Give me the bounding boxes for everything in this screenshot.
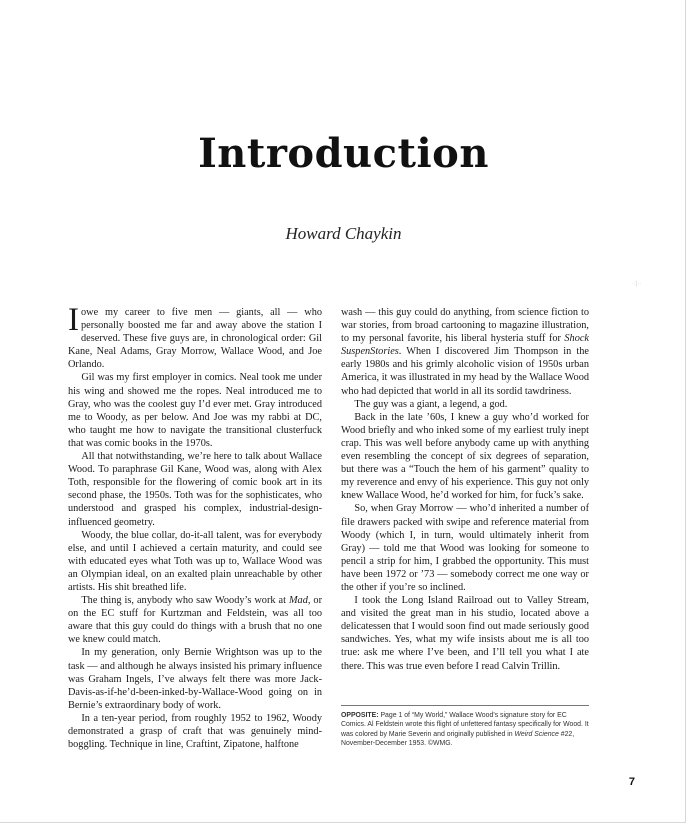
image-caption: OPPOSITE: Page 1 of “My World,” Wallace Wood’s signature story for EC Comics. Al Feldstein wrote this flight of unfettered fantasy specifically for Wood. It was colored by Marie Severin and originally published in Weird Science #22, November-December 1953. ©WMG.: [341, 712, 589, 747]
paragraph-4: Woody, the blue collar, do-it-all talent, was for everybody else, and until I achieved a certain maturity, and could see with educated eyes what Toth was up to, Wallace Wood was an Olympian ideal, on an exalted plain unreachable by other artists. His shit breathed life.: [68, 529, 322, 593]
paragraph-3: All that notwithstanding, we’re here to talk about Wallace Wood. To paraphrase Gil Kane, Wood was, along with Alex Toth, responsible for the flowering of comic book art in its second phase, the 1950s. Toth was for the sophisticates, who understood and grasped his complex, industrial-design-influenced geometry.: [68, 451, 322, 528]
paragraph-9: The guy was a giant, a legend, a god.: [354, 398, 508, 410]
drop-cap: I: [68, 302, 79, 338]
paragraph-11: So, when Gray Morrow — who’d inherited a number of file drawers packed with swipe and reference material from Woody (which I, in turn, would ultimately inherit from Gray) — told me that Wood was looking for someone to pencil a strip for him, I grabbed the opportunity. This must have been 1972 or ’73 — somebody correct me one way or the other if you’re so inclined.: [341, 503, 589, 593]
paragraph-7: In a ten-year period, from roughly 1952 to 1962, Woody demonstrated a grasp of craft that was genuinely mind-boggling. Technique in line, Craftint, Zipatone, halftone: [68, 712, 322, 751]
author-byline: Howard Chaykin: [285, 224, 402, 243]
paragraph-6: In my generation, only Bernie Wrightson was up to the task — and although he always insisted his primary influence was Graham Ingels, I’ve always felt there was more Jack-Davis-as-if-he’d-been-inked-by-Wallace-Wood going on in Bernie’s extraordinary body of work.: [68, 647, 322, 711]
page-number: 7: [628, 776, 635, 788]
faint-mark: ·:|··: [632, 281, 642, 287]
paragraph-1: I owe my career to five men — giants, all — who personally boosted me far and away above the station I deserved. These five guys are, in chronological order: Gil Kane, Neal Adams, Gray Morrow, Wallace Wood, and Joe Orlando.: [68, 302, 322, 371]
paragraph-12: I took the Long Island Railroad out to Valley Stream, and visited the great man in his studio, located above a delicatessen that I would soon find out made seriously good sandwiches. Yes, what my wife insists about me is all too true: ask me where I’ve been, and I’ll tell you what I ate there. This was true even before I read Calvin Trillin.: [341, 595, 589, 672]
paragraph-8: wash — this guy could do anything, from science fiction to war stories, from broad cartooning to magazine illustration, to my personal favorite, his liberal hysteria stuff for Shock SuspenStories. When I discovered Jim Thompson in the early 1980s and his grimly alcoholic vision of 1950s urban America, it was illustrated in my head by the Wallace Wood who had depicted that world in all its sordid tawdriness.: [341, 307, 589, 397]
paragraph-5: The thing is, anybody who saw Woody’s work at Mad, or on the EC stuff for Kurtzman and Feldstein, was all too aware that this guy could do things with a brush that no one we knew could match.: [68, 595, 322, 646]
right-column: [341, 306, 589, 673]
paragraph-10: Back in the late ’60s, I knew a guy who’d worked for Wood briefly and who inked some of my earliest truly inept crap. This was well before anybody came up with anything even resembling the concept of six degrees of separation, but there was a “Touch the hem of his garment” quality to my reverence and envy of his experience. This guy not only knew Wallace Wood, he’d worked for him, for fuck’s sake.: [341, 411, 589, 502]
left-column: [68, 302, 322, 751]
page-title: Introduction: [198, 130, 489, 177]
paragraph-2: Gil was my first employer in comics. Neal took me under his wing and showed me the ropes. Neal introduced me to Gray, who was the coolest guy I’d ever met. Gray introduced me to Woody, as per below. And Joe was my rabbi at DC, who taught me how to navigate the transitional clusterfuck that was comic books in the 1970s.: [68, 372, 322, 449]
caption-rule: [341, 705, 589, 706]
